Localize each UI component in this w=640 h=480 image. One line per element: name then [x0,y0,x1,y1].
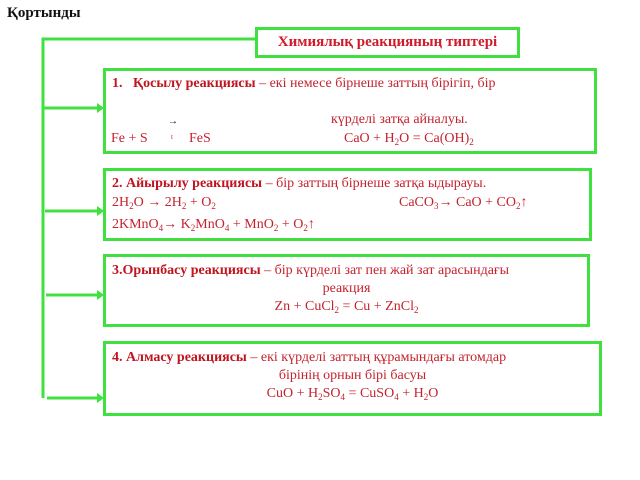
arrow-right-icon: → [168,116,178,127]
reaction-box-combination [103,68,597,154]
box-1-definition-cont: күрделі затқа айналуы. [331,112,468,127]
reaction-box-decomposition [103,168,592,241]
equation-cuo-h2so4: CuO + $H_2SO_4$ = CuSO$_4$ + $H_2O$ [266,386,439,402]
heat-symbol: t [171,133,173,141]
box-4-definition-text: – екі күрделі заттың құрамындағы атомдар [246,350,507,365]
box-3-definition [112,262,509,280]
reaction-box-substitution [103,254,590,327]
box-3-definition-cont: реакция [322,281,371,296]
box-1-number: 1. [112,76,123,91]
equation-fes-product: FeS [189,131,211,146]
reaction-box-exchange [103,341,602,416]
box-4-definition-cont: бірінің орнын бірі басуы [278,368,427,383]
equation-caco3-decomposition: CaCO$_3$→ CaO + $CO_2↑$ [399,195,528,211]
diagram-title: Химиялық реакцияның типтері [277,34,498,50]
box-4-number: 4. [112,350,123,365]
equation-zn-cucl2: Zn + CuCl$_2$ = Cu + ZnCl$_2$ [274,299,419,315]
box-1-name: Қосылу реакциясы [133,76,256,91]
title-box [255,27,520,58]
box-3-name: Орынбасу реакциясы [122,263,261,278]
box-4-name: Алмасу реакциясы [126,350,247,365]
equation-kmno4-decomposition: 2KMnO$_4$→ $K_2MnO_4 + MnO_2$ + $O_2↑$ [112,217,315,233]
box-2-name: Айырылу реакциясы [126,176,263,191]
equation-water-decomposition: $2H_2O \to 2H_2 + O_2$ [112,195,216,211]
box-3-definition-text: – бір күрделі зат пен жай зат арасындағы [260,263,510,278]
slide-heading: Қортынды [7,5,81,21]
box-1-definition [112,75,495,93]
box-1-definition-text: – екі немесе бірнеше заттың бірігіп, бір [255,76,496,91]
box-2-number: 2. [112,176,123,191]
box-4-definition [112,349,506,367]
equation-cao-h2o: CaO + $H_2O = Ca(OH)_2$ [344,131,474,147]
equation-fe-s: Fe + S [111,131,148,146]
box-2-definition-text: – бір заттың бірнеше затқа ыдырауы. [262,176,487,191]
box-3-number: 3. [112,263,123,278]
box-2-definition [112,175,486,193]
